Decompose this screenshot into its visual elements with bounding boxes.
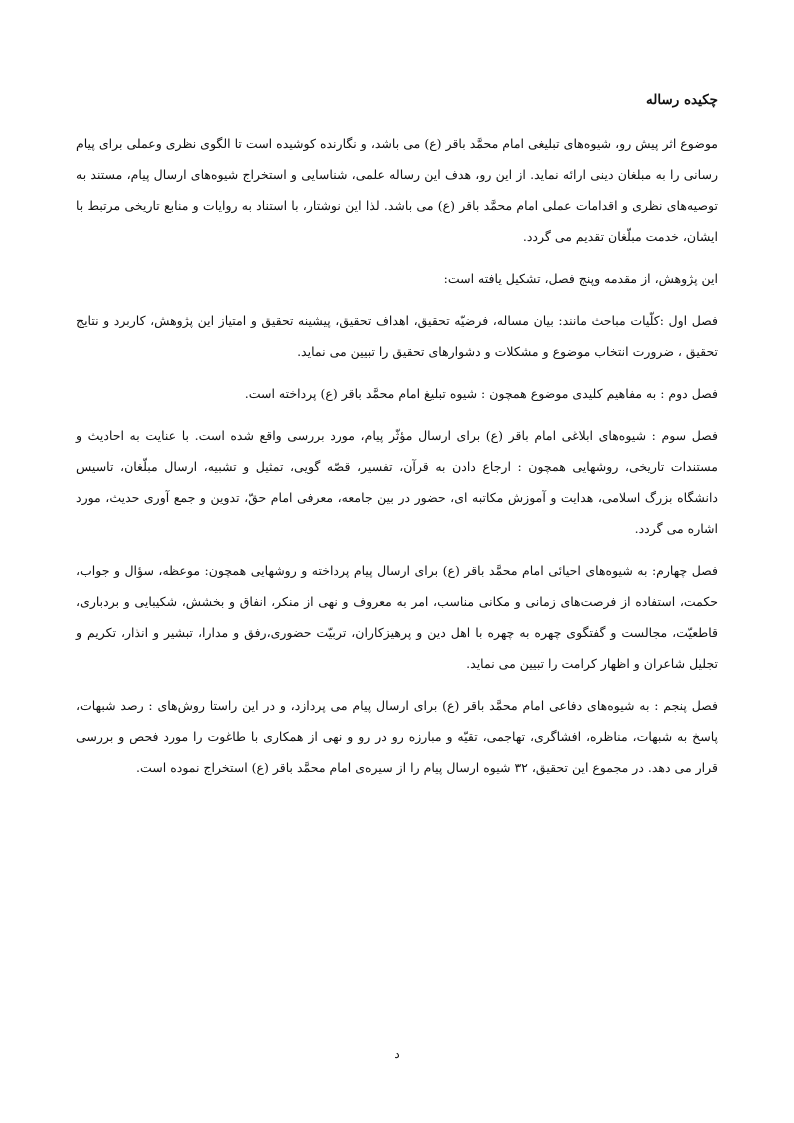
intro-paragraph: موضوع اثر پیش رو، شیوه‌های تبلیغی امام محمَّد باقر (ع) می باشد، و نگارنده کوشیده است تا الگوی نظری وعملی برای پیام رسانی را به مبلغان دینی ارائه نماید. از این رو، هدف این رساله علمی، شناسایی و استخراج شیوه‌های ارسال پیام، مستند به توصیه‌های نظری و اقدامات عملی امام محمَّد باقر (ع) می باشد. لذا این نوشتار، با استناد به روایات و منابع تاریخی مرتبط با ایشان، خدمت مبلّغان تقدیم می گردد. [76,136,718,244]
chapter-two-paragraph: فصل دوم : به مفاهیم کلیدی موضوع همچون : شیوه تبلیغ امام محمَّد باقر (ع) پرداخته است. [244,386,718,401]
page-number: د [394,1047,400,1061]
chapter-three-paragraph: فصل سوم : شیوه‌های ابلاغی امام باقر (ع) برای ارسال مؤثّر پیام، مورد بررسی واقع شده است. با عنایت به احادیث و مستندات تاریخی، روشهایی همچون : ارجاع دادن به قرآن، تفسیر، قصّه گویی، تمثیل و تشبیه، ارسال مبلّغان، تاسیس دانشگاه بزرگ اسلامی، هدایت و آموزش مکاتبه ای، حضور در بین جامعه، معرفی امام حقّ، تدوین و جمع آوری حدیث، مورد اشاره می گردد. [76,428,718,536]
abstract-page [76,90,718,794]
chapter-four-paragraph: فصل چهارم: به شیوه‌های احیائی امام محمَّد باقر (ع) برای ارسال پیام پرداخته و روشهایی همچون: موعظه، سؤال و جواب، حکمت، استفاده از فرصت‌های زمانی و مکانی مناسب، امر به معروف و نهی از منکر، انفاق و بخشش، شکیبایی و بردباری، قاطعیّت، مجالست و گفتگوی چهره به چهره با اهل دین و پرهیزکاران، تربیّت حضوری،رفق و مدارا، تبشیر و انذار، تکریم و تجلیل شاعران و اظهار کرامت را تبیین می نماید. [76,563,718,671]
chapter-one-paragraph: فصل اول :کلّیات مباحث مانند: بیان مساله، فرضیّه تحقیق، اهداف تحقیق، پیشینه تحقیق و امتیاز این پژوهش، کاربرد و نتایج تحقیق ، ضرورت انتخاب موضوع و مشکلات و دشوارهای تحقیق را تبیین می نماید. [76,313,718,359]
chapter-five-paragraph: فصل پنجم : به شیوه‌های دفاعی امام محمَّد باقر (ع) برای ارسال پیام می پردازد، و در این راستا روش‌های : رصد شبهات، پاسخ به شبهات، مناظره، افشاگری، تهاجمی، تقیّه و مبارزه رو در رو و نهی از همکاری با طاغوت را مورد فحص و بررسی قرار می دهد. در مجموع این تحقیق، ۳۲ شیوه ارسال پیام را از سیره‌ی امام محمَّد باقر (ع) استخراج نموده است. [76,698,718,775]
structure-paragraph: این پژوهش، از مقدمه وپنج فصل، تشکیل یافته است: [443,271,718,286]
abstract-title: چکیده رساله [645,92,718,108]
